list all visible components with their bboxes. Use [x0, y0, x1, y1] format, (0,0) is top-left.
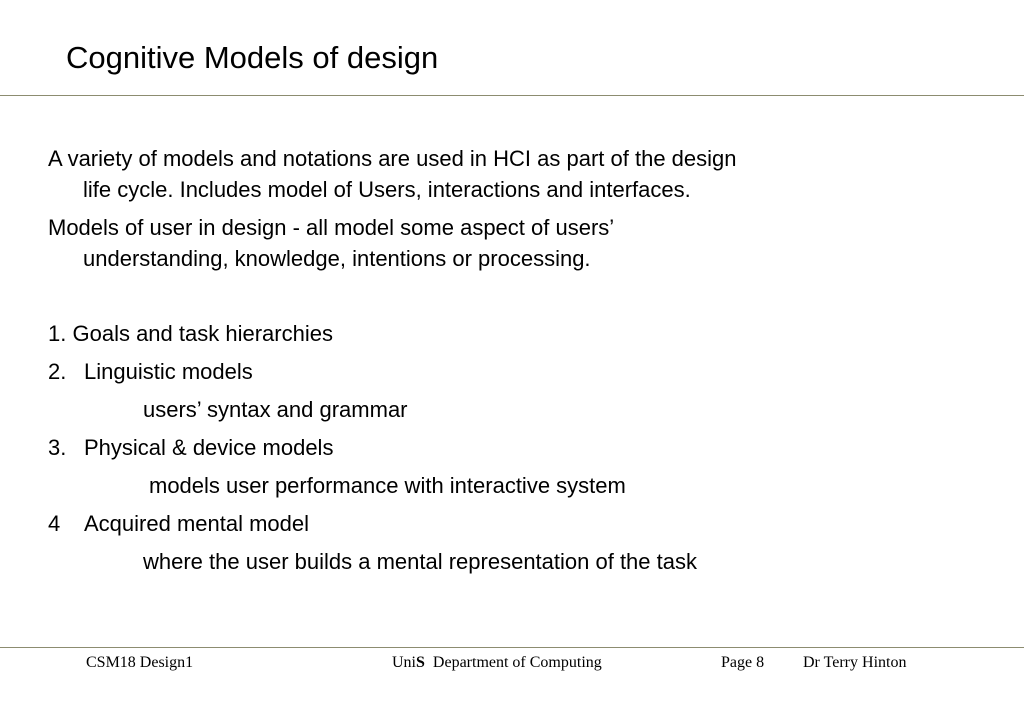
- footer-uni-prefix: Uni: [392, 654, 416, 671]
- footer-page: Page 8: [721, 654, 765, 671]
- paragraph-line: life cycle. Includes model of Users, interactions and interfaces.: [83, 177, 691, 202]
- footer-uni-bold: S: [416, 654, 425, 671]
- item-detail: where the user builds a mental representation of the task: [143, 549, 697, 574]
- item-detail: users’ syntax and grammar: [143, 397, 408, 422]
- footer-department: [392, 654, 602, 672]
- paragraph-line: understanding, knowledge, intentions or processing.: [83, 246, 591, 271]
- item-label: Linguistic models: [84, 359, 253, 384]
- list-item: [48, 508, 309, 539]
- title-divider: [0, 95, 1024, 96]
- item-label: Physical & device models: [84, 435, 334, 460]
- footer-divider: [0, 647, 1024, 648]
- item-number: 1.: [48, 321, 67, 346]
- paragraph-line: Models of user in design - all model some aspect of users’: [48, 215, 615, 240]
- item-label: Goals and task hierarchies: [72, 321, 333, 346]
- item-number: 4: [48, 511, 61, 536]
- list-item: [48, 318, 333, 349]
- list-item: [48, 356, 253, 387]
- intro-paragraph: [48, 143, 908, 205]
- item-detail: models user performance with interactive system: [149, 473, 626, 498]
- footer-author: Dr Terry Hinton: [803, 654, 907, 671]
- models-paragraph: [48, 212, 908, 274]
- item-number: 3.: [48, 435, 67, 460]
- item-label: Acquired mental model: [84, 511, 310, 536]
- item-number: 2.: [48, 359, 67, 384]
- list-item: [48, 432, 333, 463]
- footer-course: CSM18 Design1: [86, 654, 194, 671]
- footer-department-name: Department of Computing: [432, 654, 602, 671]
- paragraph-line: A variety of models and notations are used in HCI as part of the design: [48, 146, 737, 171]
- slide-title: Cognitive Models of design: [66, 40, 439, 75]
